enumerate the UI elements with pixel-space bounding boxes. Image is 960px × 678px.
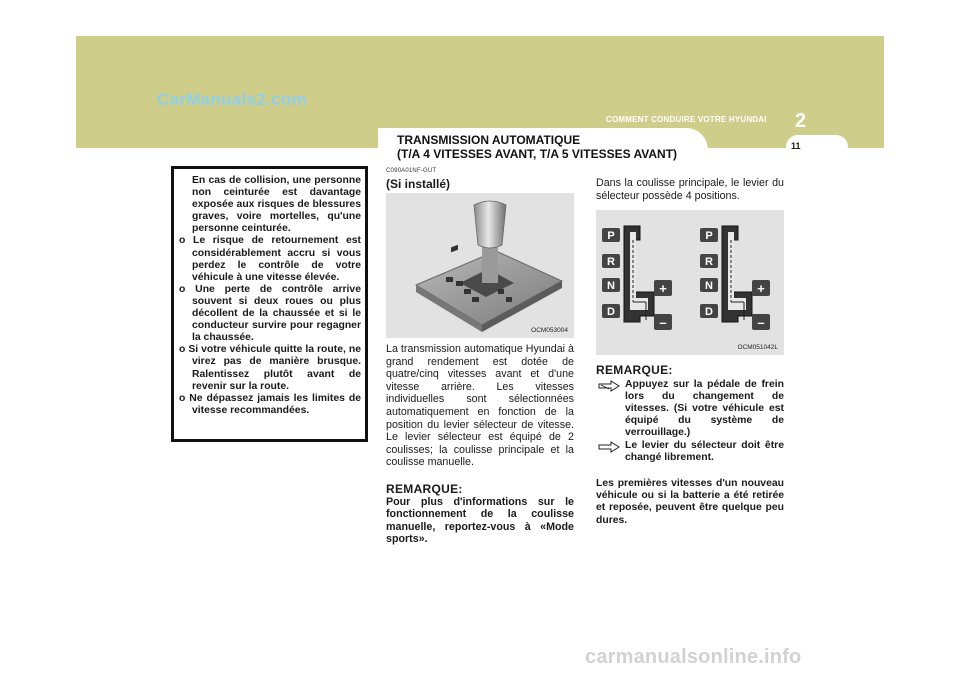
- warning-box: [171, 166, 368, 442]
- note-text: Appuyez sur la pédale de frein lors du changement de vitesses. (Si votre véhicule est équipé du système de verrouillage.): [625, 378, 784, 438]
- gate-label: D: [607, 306, 615, 318]
- remarque-title-middle: REMARQUE:: [386, 481, 463, 496]
- watermark-carmanuals2[interactable]: CarManuals2.com: [157, 90, 307, 109]
- figure-code-left: OCM053004: [531, 327, 568, 334]
- shift-gate-diagram: [596, 210, 784, 355]
- shift-lever-photo: [386, 193, 574, 338]
- arrow-icon: [598, 441, 620, 453]
- remarque-text-middle: Pour plus d'informations sur le fonctionnement de la coulisse manuelle, reportez-vous à «Mode sports».: [386, 495, 574, 546]
- gate-left: [602, 226, 672, 330]
- gate-label: N: [705, 280, 713, 292]
- gate-label: P: [705, 230, 713, 242]
- transmission-paragraph: La transmission automatique Hyundai à grand rendement est dotée de quatre/cinq vitesses avant et d'une vitesse arrière. Les vitesses individuelles sont sélectionnées automatiquement en fonction de la position du levier sélecteur de vitesse. Le levier sélecteur est équipé de 2 coulisses; la coulisse principale et la coulisse manuelle.: [386, 343, 574, 469]
- minus-label: –: [757, 315, 765, 330]
- warning-item: o Ne dépassez jamais les limites de vitesse recommandées.: [179, 392, 361, 416]
- warning-item: o Le risque de retournement est considérablement accru si vous perdez le contrôle de votre véhicule à une vitesse élevée.: [179, 235, 361, 283]
- closing-paragraph: Les premières vitesses d'un nouveau véhicule ou si la batterie a été retirée et reposée, peuvent être quelque peu dures.: [596, 478, 784, 526]
- gate-label: R: [705, 256, 713, 268]
- note-item-brake: [596, 379, 784, 439]
- figure-code-right: OCM051042L: [737, 344, 778, 351]
- right-column-body: [596, 364, 784, 527]
- section-code: C090A01NF-GUT: [386, 168, 437, 174]
- chapter-title: COMMENT CONDUIRE VOTRE HYUNDAI: [606, 115, 767, 124]
- warning-item: o Si votre véhicule quitte la route, ne virez pas de manière brusque. Ralentissez plutôt avant de revenir sur la route.: [179, 344, 361, 392]
- warning-intro: En cas de collision, une personne non ceinturée est davantage exposée aux risques de blessures graves, voire mortelles, qu'une personne ceinturée.: [192, 175, 361, 235]
- plus-label: +: [757, 281, 765, 296]
- middle-column-body: [386, 343, 574, 546]
- note-item-lever: [596, 440, 784, 464]
- section-title: [397, 133, 677, 161]
- section-title-line2: (T/A 4 VITESSES AVANT, T/A 5 VITESSES AVANT): [397, 147, 678, 161]
- page-number: 11: [791, 141, 801, 151]
- warning-item: o Une perte de contrôle arrive souvent si deux roues ou plus décollent de la chaussée et si le conducteur survire pour regagner la chaussée.: [179, 283, 361, 344]
- section-title-line1: TRANSMISSION AUTOMATIQUE: [397, 133, 581, 147]
- gate-label: N: [607, 280, 615, 292]
- plus-label: +: [659, 281, 667, 296]
- chapter-number: 2: [795, 110, 807, 132]
- shift-gate-illustration: [596, 210, 784, 355]
- gate-label: R: [607, 256, 615, 268]
- hand-arrow-icon: [598, 380, 620, 392]
- shift-lever-illustration: [386, 193, 574, 338]
- gate-label: D: [705, 306, 713, 318]
- minus-label: –: [659, 315, 667, 330]
- gate-right: [700, 226, 770, 330]
- right-column-intro: [596, 177, 784, 202]
- gate-intro-paragraph: Dans la coulisse principale, le levier du sélecteur possède 4 positions.: [596, 177, 784, 202]
- remarque-title-right: REMARQUE:: [596, 363, 673, 377]
- middle-column-header: [386, 165, 574, 190]
- subtitle-si-installe: (Si installé): [386, 176, 451, 191]
- note-text: Le levier du sélecteur doit être changé librement.: [625, 440, 784, 464]
- watermark-carmanualsonline[interactable]: carmanualsonline.info: [585, 646, 802, 668]
- gate-label: P: [607, 230, 615, 242]
